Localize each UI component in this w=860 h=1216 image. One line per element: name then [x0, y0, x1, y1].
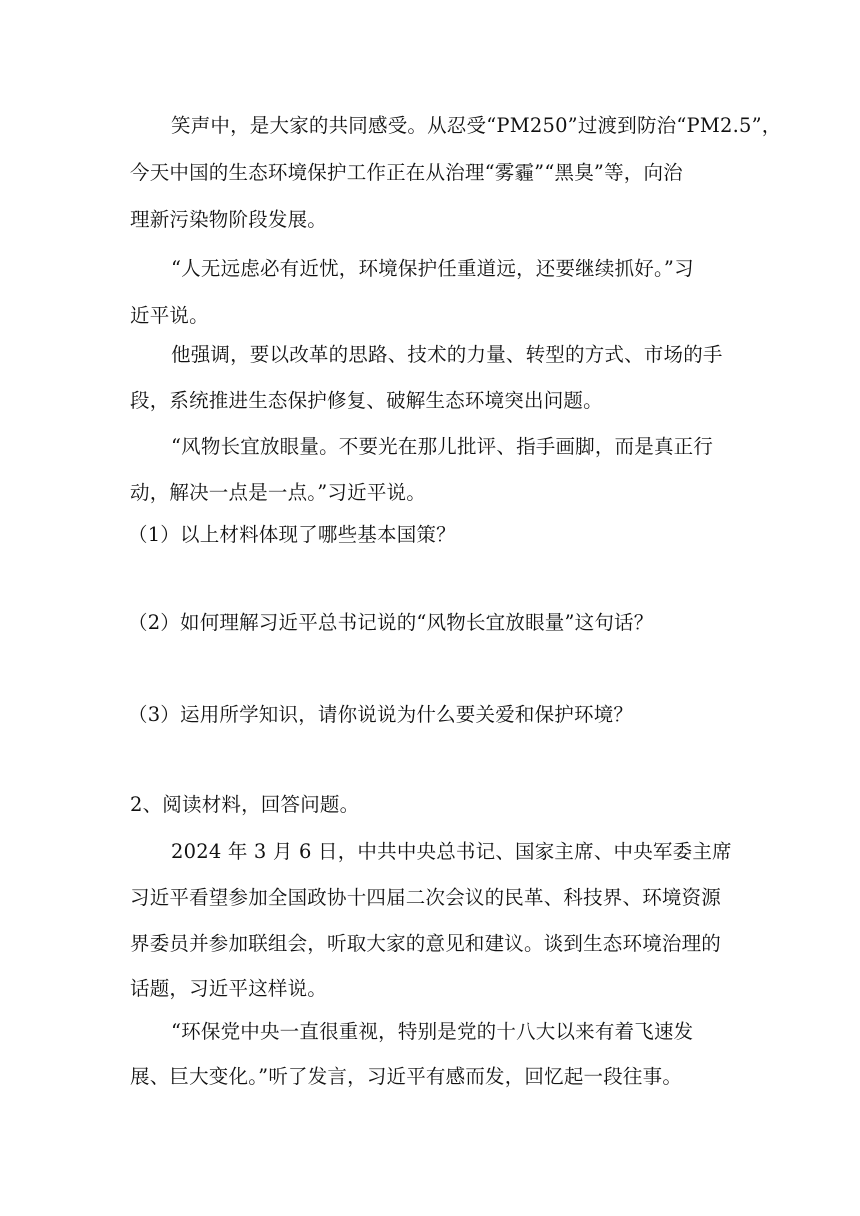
paragraph-line: “人无远虑必有近忧，环境保护任重道远，还要继续抓好。”习: [171, 257, 694, 280]
paragraph-line: 2024 年 3 月 6 日，中共中央总书记、国家主席、中央军委主席: [171, 840, 732, 863]
paragraph-line: 他强调，要以改革的思路、技术的力量、转型的方式、市场的手: [171, 343, 723, 366]
question-2: （2）如何理解习近平总书记说的“风物长宜放眼量”这句话？: [128, 611, 654, 634]
section-heading: 2、阅读材料，回答问题。: [130, 793, 360, 816]
paragraph-line: 理新污染物阶段发展。: [130, 208, 328, 231]
paragraph-line: 近平说。: [130, 304, 209, 327]
question-3: （3）运用所学知识，请你说说为什么要关爱和保护环境？: [128, 703, 634, 726]
paragraph-line: 界委员并参加联组会，听取大家的意见和建议。谈到生态环境治理的: [130, 932, 722, 955]
paragraph-line: “环保党中央一直很重视，特别是党的十八大以来有着飞速发: [171, 1020, 694, 1043]
paragraph-line: “风物长宜放眼量。不要光在那儿批评、指手画脚，而是真正行: [171, 435, 714, 458]
paragraph-line: 笑声中，是大家的共同感受。从忍受“PM250”过渡到防治“PM2.5”，: [171, 114, 782, 137]
paragraph-line: 动，解决一点是一点。”习近平说。: [130, 481, 426, 504]
paragraph-line: 今天中国的生态环境保护工作正在从治理“雾霾”“黑臭”等，向治: [130, 161, 683, 184]
question-1: （1）以上材料体现了哪些基本国策？: [128, 523, 456, 546]
paragraph-line: 话题，习近平这样说。: [130, 977, 328, 1000]
paragraph-line: 段，系统推进生态保护修复、破解生态环境突出问题。: [130, 389, 603, 412]
paragraph-line: 展、巨大变化。”听了发言，习近平有感而发，回忆起一段往事。: [130, 1065, 683, 1088]
paragraph-line: 习近平看望参加全国政协十四届二次会议的民革、科技界、环境资源: [130, 886, 722, 909]
